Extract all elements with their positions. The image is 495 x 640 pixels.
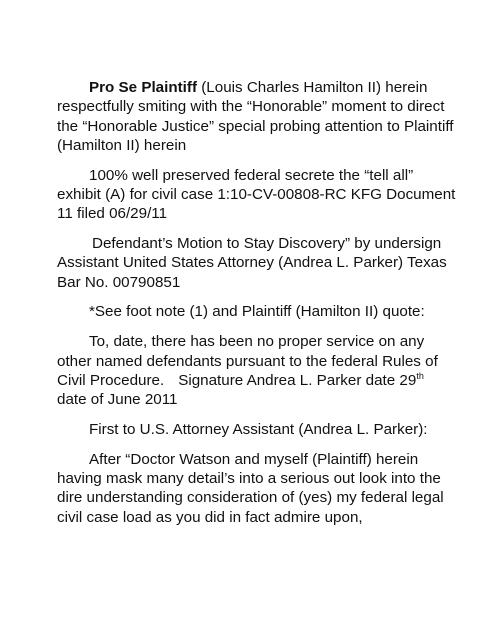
date-superscript: th	[416, 370, 424, 381]
paragraph-motion: Defendant’s Motion to Stay Discovery” by undersign Assistant United States Attorney (Andrea L. Parker) Texas Bar No. 00790851	[57, 235, 447, 291]
paragraph-intro	[57, 78, 457, 155]
pro-se-plaintiff-label: Pro Se Plaintiff	[89, 79, 198, 96]
quote-text: To, date, there has been no proper service on any other named defendants pursuant to the federal Rules of Civil Procedure.	[57, 333, 438, 389]
paragraph-intro-text: (Louis Charles Hamilton II) herein respectfully smiting with the “Honorable” moment to direct the “Honorable Justice” special probing attention to Plaintiff (Hamilton II) herein	[57, 79, 454, 154]
signature-text: Signature Andrea L. Parker date 29	[178, 371, 417, 389]
paragraph-quote	[57, 332, 457, 409]
signature-date-text: date of June 2011	[57, 391, 178, 409]
paragraph-addressee: First to U.S. Attorney Assistant (Andrea L. Parker):	[89, 420, 428, 438]
paragraph-footnote-reference: *See foot note (1) and Plaintiff (Hamilton II) quote:	[89, 303, 425, 321]
paragraph-exhibit: 100% well preserved federal secrete the “tell all” exhibit (A) for civil case 1:10-CV-00808-RC KFG Document 11 filed 06/29/11	[57, 166, 456, 223]
document-page	[57, 78, 457, 537]
paragraph-closing: After “Doctor Watson and myself (Plaintiff) herein having mask many detail’s into a serious out look into the dire understanding consideration of (yes) my federal legal civil case load as you did in fact admire upon,	[57, 450, 444, 526]
